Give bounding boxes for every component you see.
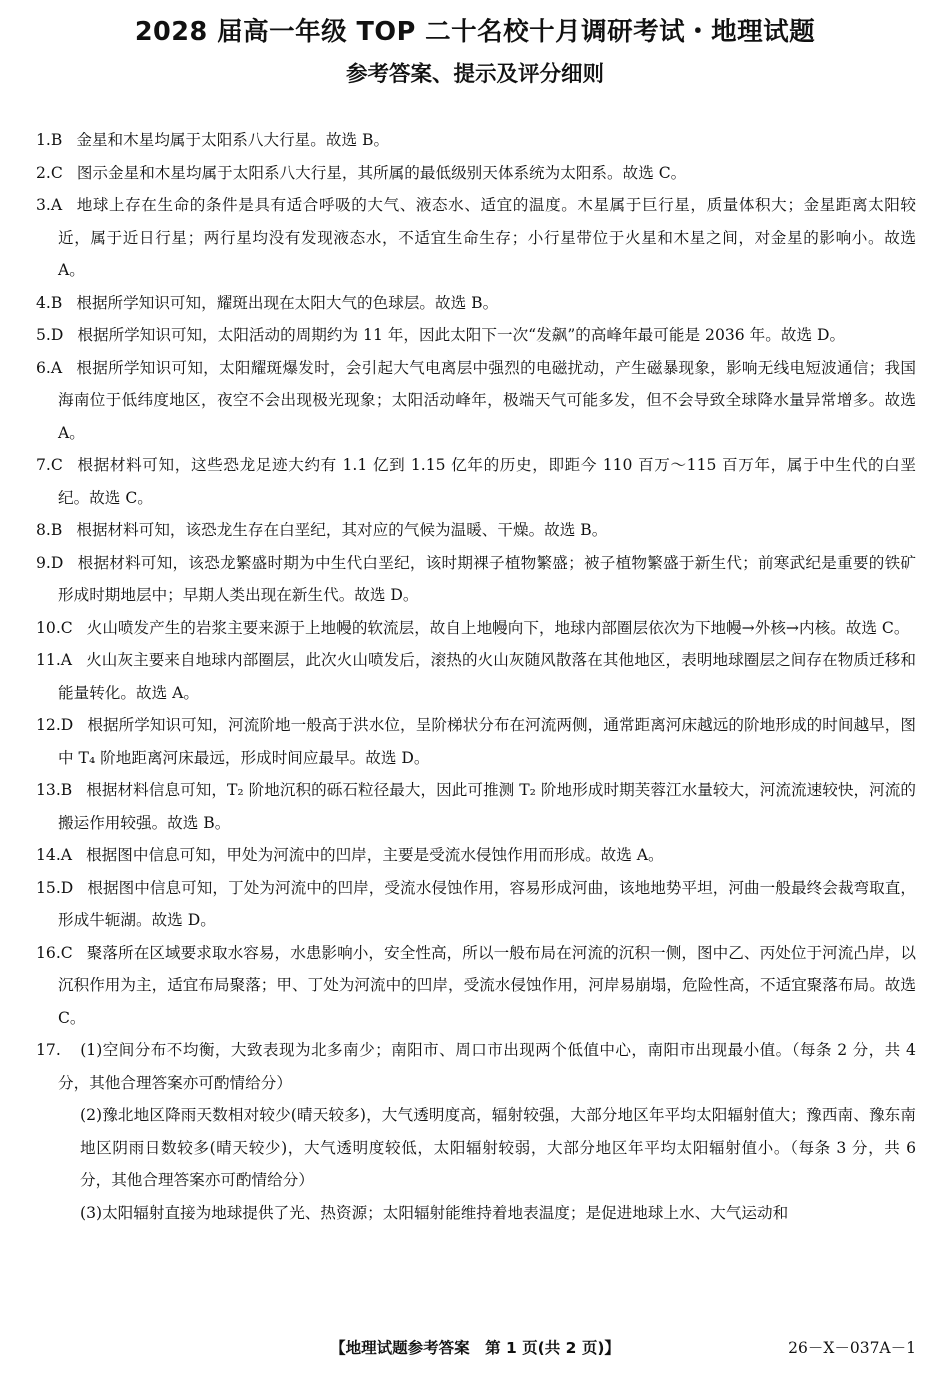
question-17-part-2: (2)豫北地区降雨天数相对较少(晴天较多)，大气透明度高，辐射较强，大部分地区年平均太阳辐射值大；豫西南、豫东南地区阴雨日数较多(晴天较少)，大气透明度较低，太阳辐射较弱，大部分地区年平均太阳辐射值小。（每条 3 分，共 6 分，其他合理答案亦可酌情给分）	[80, 1106, 916, 1189]
question-17-part-1: (1)空间分布不均衡，大致表现为北多南少；南阳市、周口市出现两个低值中心，南阳市出现最小值。（每条 2 分，共 4 分，其他合理答案亦可酌情给分）	[58, 1041, 916, 1092]
answer-item	[36, 189, 916, 287]
answer-explanation: 根据材料信息可知，T₂ 阶地沉积的砾石粒径最大，因此可推测 T₂ 阶地形成时期芙蓉江水量较大，河流流速较快，河流的搬运作用较强。故选 B。	[58, 781, 916, 832]
answer-number: 15.D	[36, 878, 74, 897]
answer-explanation: 聚落所在区域要求取水容易，水患影响小，安全性高，所以一般布局在河流的沉积一侧，图中乙、丙处位于河流凸岸，以沉积作用为主，适宜布局聚落；甲、丁处为河流中的凹岸，受流水侵蚀作用，河岸易崩塌，危险性高，不适宜聚落布局。故选 C。	[58, 943, 916, 1027]
answer-explanation: 根据材料可知，该恐龙生存在白垩纪，其对应的气候为温暖、干燥。故选 B。	[76, 521, 608, 539]
footer-doc-code: 26－X－037A－1	[788, 1339, 916, 1357]
answer-number: 5.D	[36, 326, 64, 344]
answer-item	[36, 449, 916, 514]
answer-number: 7.C	[36, 456, 63, 474]
answer-item	[36, 612, 916, 645]
question-17	[36, 1034, 916, 1229]
answer-item	[36, 157, 916, 190]
answer-item	[36, 774, 916, 839]
answer-number: 6.A	[36, 358, 63, 377]
answer-explanation: 根据所学知识可知，太阳耀斑爆发时，会引起大气电离层中强烈的电磁扰动，产生磁暴现象，影响无线电短波通信；我国海南位于低纬度地区，夜空不会出现极光现象；太阳活动峰年，极端天气可能多发，但不会导致全球降水量异常增多。故选 A。	[58, 358, 916, 442]
question-17-number: 17.	[36, 1041, 61, 1059]
answer-number: 16.C	[36, 943, 73, 962]
answer-item	[36, 124, 916, 157]
answer-number: 9.D	[36, 553, 64, 572]
answer-item	[36, 644, 916, 709]
answer-number: 14.A	[36, 846, 73, 864]
answer-explanation: 根据所学知识可知，太阳活动的周期约为 11 年，因此太阳下一次“发飙”的高峰年最可能是 2036 年。故选 D。	[77, 326, 846, 344]
answer-explanation: 根据所学知识可知，河流阶地一般高于洪水位，呈阶梯状分布在河流两侧，通常距离河床越远的阶地形成的时间越早，图中 T₄ 阶地距离河床最远，形成时间应最早。故选 D。	[58, 716, 916, 767]
answer-number: 1.B	[36, 131, 63, 149]
answer-explanation: 根据图中信息可知，甲处为河流中的凹岸，主要是受流水侵蚀作用而形成。故选 A。	[86, 846, 664, 864]
answer-item	[36, 352, 916, 450]
answer-number: 10.C	[36, 618, 73, 637]
page-subtitle: 参考答案、提示及评分细则	[345, 62, 604, 87]
answer-number: 3.A	[36, 196, 63, 214]
answer-item	[36, 287, 916, 320]
answer-explanation: 火山喷发产生的岩浆主要来源于上地幔的软流层，故自上地幔向下，地球内部圈层依次为下地幔→外核→内核。故选 C。	[86, 618, 910, 637]
answer-item	[36, 709, 916, 774]
question-17-part-3: (3)太阳辐射直接为地球提供了光、热资源；太阳辐射能维持着地表温度；是促进地球上水、大气运动和	[80, 1203, 789, 1222]
answer-item	[36, 319, 916, 352]
answer-explanation: 根据图中信息可知，丁处为河流中的凹岸，受流水侵蚀作用，容易形成河曲，该地地势平坦，河曲一般最终会裁弯取直，形成牛轭湖。故选 D。	[58, 878, 916, 929]
answer-explanation: 根据材料可知，这些恐龙足迹大约有 1.1 亿到 1.15 亿年的历史，即距今 110 百万～115 百万年，属于中生代的白垩纪。故选 C。	[58, 456, 916, 507]
answer-explanation: 火山灰主要来自地球内部圈层，此次火山喷发后，滚热的火山灰随风散落在其他地区，表明地球圈层之间存在物质迁移和能量转化。故选 A。	[58, 651, 916, 702]
answer-item	[36, 872, 916, 937]
answer-number: 13.B	[36, 781, 73, 799]
answer-number: 12.D	[36, 716, 74, 734]
answer-list	[36, 124, 916, 1229]
answer-number: 2.C	[36, 163, 63, 182]
footer-page-info: 【地理试题参考答案 第 1 页(共 2 页)】	[330, 1339, 620, 1357]
answer-item	[36, 514, 916, 547]
answer-item	[36, 547, 916, 612]
answer-item	[36, 839, 916, 872]
answer-explanation: 金星和木星均属于太阳系八大行星。故选 B。	[76, 131, 390, 149]
page-title: 2028 届高一年级 TOP 二十名校十月调研考试・地理试题	[134, 17, 816, 47]
answer-explanation: 地球上存在生命的条件是具有适合呼吸的大气、液态水、适宜的温度。木星属于巨行星，质量体积大；金星距离太阳较近，属于近日行星；两行星均没有发现液态水，不适宜生命生存；小行星带位于火星和木星之间，对金星的影响小。故选 A。	[58, 196, 916, 279]
answer-item	[36, 937, 916, 1035]
answer-number: 8.B	[36, 521, 63, 539]
answer-number: 4.B	[36, 293, 63, 312]
answer-explanation: 根据所学知识可知，耀斑出现在太阳大气的色球层。故选 B。	[76, 293, 499, 312]
answer-explanation: 图示金星和木星均属于太阳系八大行星，其所属的最低级别天体系统为太阳系。故选 C。	[76, 163, 687, 182]
answer-number: 11.A	[36, 651, 73, 669]
answer-explanation: 根据材料可知，该恐龙繁盛时期为中生代白垩纪，该时期裸子植物繁盛；被子植物繁盛于新生代；前寒武纪是重要的铁矿形成时期地层中；早期人类出现在新生代。故选 D。	[58, 553, 916, 604]
page-footer	[0, 1336, 950, 1364]
